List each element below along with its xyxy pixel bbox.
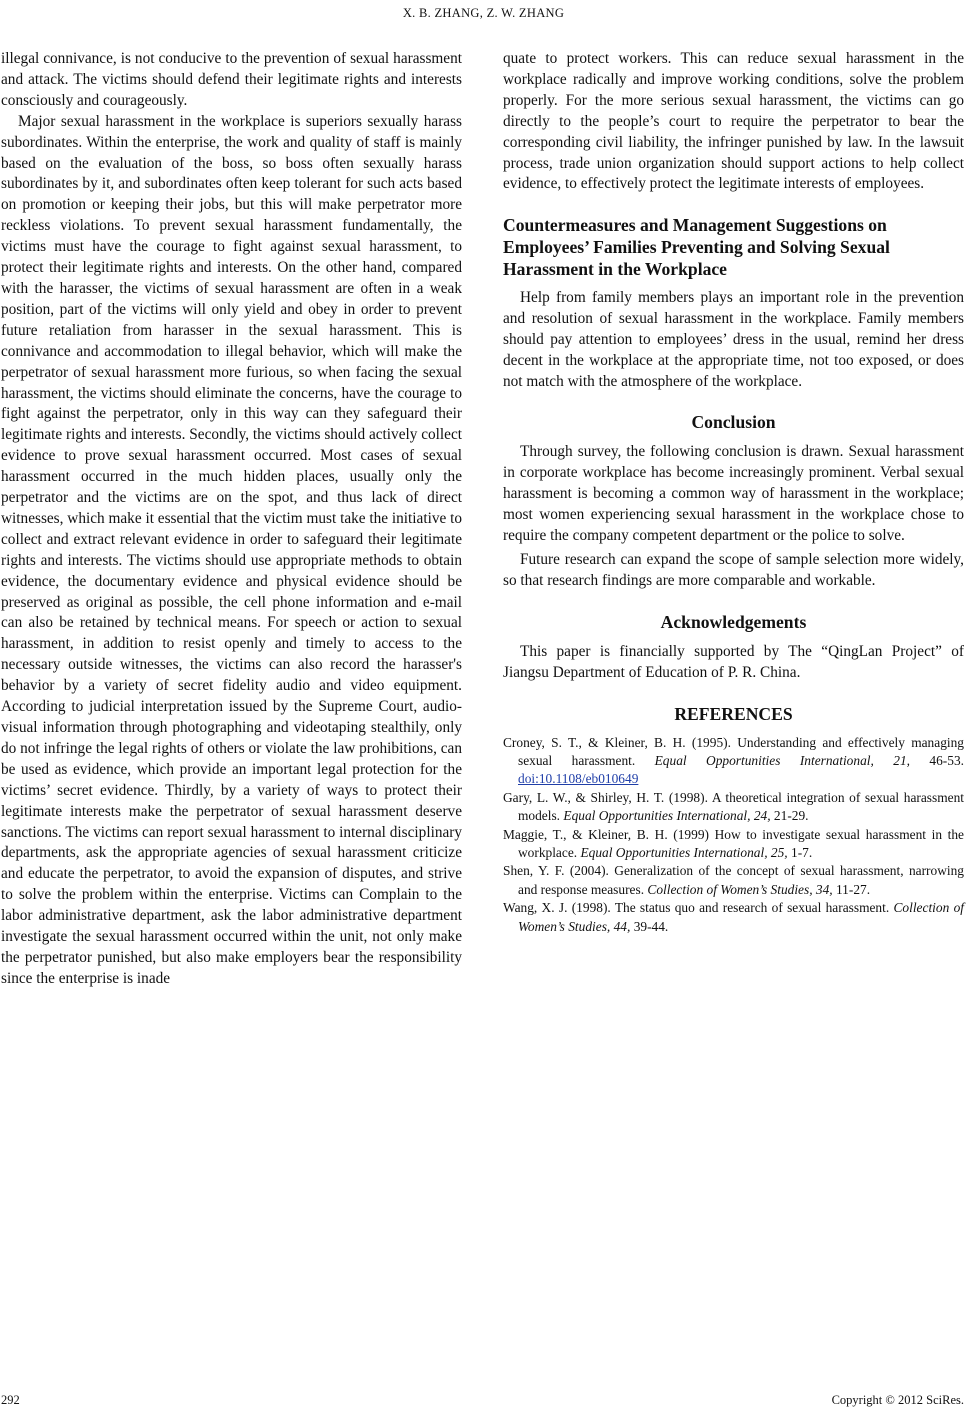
reference-text: 46-53.	[910, 753, 964, 768]
reference-item	[503, 826, 964, 863]
section-heading-conclusion: Conclusion	[691, 411, 776, 432]
page-number: 292	[1, 1393, 20, 1407]
reference-list	[503, 734, 964, 936]
section-heading-families: Countermeasures and Management Suggestions on Employees’ Families Preventing and Solving Sexual Harassment in the Workplace	[503, 215, 890, 279]
doi-link[interactable]: doi:10.1108/eb010649	[518, 771, 639, 787]
reference-journal: Collection of Women’s Studies, 34,	[647, 881, 833, 897]
reference-journal: Equal Opportunities International, 24,	[563, 808, 771, 824]
reference-item	[503, 862, 964, 899]
right-column	[503, 49, 964, 936]
body-paragraph: Major sexual harassment in the workplace is superiors sexually harass subordinates. Within the enterprise, the work and quality of staff is mainly based on the evaluation of the boss, so boss often sexually harass subordinates by it, and subordinates often keep tolerant for such acts based on promotion or keeping their jobs, but this will make perpetrator more reckless violations. To prevent sexual harassment fundamentally, the victims must have the courage to fight against sexual harassment, to protect their legitimate rights and interests. On the other hand, compared with the harasser, the victims of sexual harassment are often in a weak position, part of the victims will only yield and obey in order to prevent future retaliation from harasser in the sexual harassment. This is connivance and accommodation to illegal behavior, which will make the perpetrator of sexual harassment more furious, so when facing the sexual harassment, the victims should eliminate the concerns, have the courage to fight against the perpetrator, only in this way can they safeguard their legitimate rights and interests. Secondly, the victims should actively collect evidence to prove sexual harassment occurred. Most cases of sexual harassment occurred in the much hidden places, usually only the perpetrator and the victims are on the spot, and thus lack of direct witnesses, which make it essential that the victim must take the initiative to collect and extract relevant evidence in order to safeguard their legitimate rights and interests. The victims should use appropriate methods to obtain evidence, the documentary evidence and physical evidence should be preserved as original as possible, the cell phone information and e-mail can also be retained by technical means. For speech or action to sexual harassment, in addition to resist openly and timely to access to the necessary outside witnesses, the victims can also record the harasser's behavior by a variety of secret fidelity audio and video equipment. According to judicial interpretation issued by the Supreme Court, audio-visual information through photographing and videotaping stealthily, only do not infringe the legal rights of others or violate the law prohibitions, can be used as evidence, which provide an important legal protection for the victims’ secret evidence. Thirdly, by a variety of ways to protect their legitimate interests make the perpetrator of sexual harassment deserve sanctions. The victims can report sexual harassment to internal disciplinary departments, ask the appropriate agencies of sexual harassment criticize and educate the perpetrator, to avoid the expansion of disputes, and strive to solve the problem within the enterprise. Victims can Complain to the labor administrative department, ask the labor administrative department investigate the sexual harassment occurred within the unit, not only make the perpetrator punished, but also make employers bear the responsibility since the enterprise is inade	[1, 112, 462, 987]
reference-journal: Collection of Women’s Studies, 44,	[518, 900, 964, 934]
reference-text: 11-27.	[832, 881, 871, 897]
section-heading-references: REFERENCES	[674, 704, 793, 724]
body-paragraph: Future research can expand the scope of sample selection more widely, so that research findings are more comparable and workable.	[503, 550, 964, 589]
body-paragraph: quate to protect workers. This can reduce sexual harassment in the workplace radically and improve working conditions, solve the problem properly. For the more serious sexual harassment, the victims can go directly to the people’s court to require the perpetrator to bear the corresponding civil liability, the infringer punished by law. In the lawsuit process, trade union organization should support actions to help collect evidence, to effectively protect the legitimate interests of employees.	[503, 50, 964, 193]
reference-text: Gary, L. W., & Shirley, H. T. (1998). A theoretical integration of sexual harassment models.	[503, 789, 964, 824]
reference-text: Croney, S. T., & Kleiner, B. H. (1995). Understanding and effectively managing sexual harassment.	[503, 734, 964, 768]
copyright-notice: Copyright © 2012 SciRes.	[831, 1393, 964, 1407]
reference-item	[503, 789, 964, 826]
reference-journal: Equal Opportunities International, 25,	[580, 845, 788, 861]
body-paragraph: Help from family members plays an important role in the prevention and resolution of sexual harassment in the workplace. Family members should pay attention to employees’ dress in the usual, remind her dress decent in the workplace at the appropriate time, not too exposed, or does not match with the atmosphere of the workplace.	[503, 289, 964, 390]
body-paragraph: Through survey, the following conclusion is drawn. Sexual harassment in corporate workplace has become increasingly prominent. Verbal sexual harassment is becoming a common way of harassment in the workplace; most women experiencing sexual harassment in the workplace chose to require the company competent department or the police to solve.	[503, 443, 964, 544]
running-head: X. B. ZHANG, Z. W. ZHANG	[402, 6, 565, 20]
body-paragraph: This paper is financially supported by The “QingLan Project” of Jiangsu Department of Education of P. R. China.	[503, 643, 964, 682]
body-paragraph: illegal connivance, is not conducive to the prevention of sexual harassment and attack. The victims should defend their legitimate rights and interests consciously and courageously.	[1, 50, 462, 109]
reference-text: 1-7.	[787, 845, 813, 861]
section-heading-acknowledgements: Acknowledgements	[660, 611, 807, 632]
left-column	[1, 49, 462, 990]
reference-text: 39-44.	[630, 918, 669, 934]
reference-text: 21-29.	[770, 808, 809, 824]
reference-text: Wang, X. J. (1998). The status quo and research of sexual harassment.	[503, 900, 894, 916]
reference-item	[503, 899, 964, 936]
reference-journal: Equal Opportunities International, 21,	[654, 753, 910, 768]
reference-item	[503, 734, 964, 789]
reference-text: Maggie, T., & Kleiner, B. H. (1999) How to investigate sexual harassment in the workplace.	[503, 826, 964, 861]
reference-text: Shen, Y. F. (2004). Generalization of the concept of sexual harassment, narrowing and response measures.	[503, 863, 964, 897]
